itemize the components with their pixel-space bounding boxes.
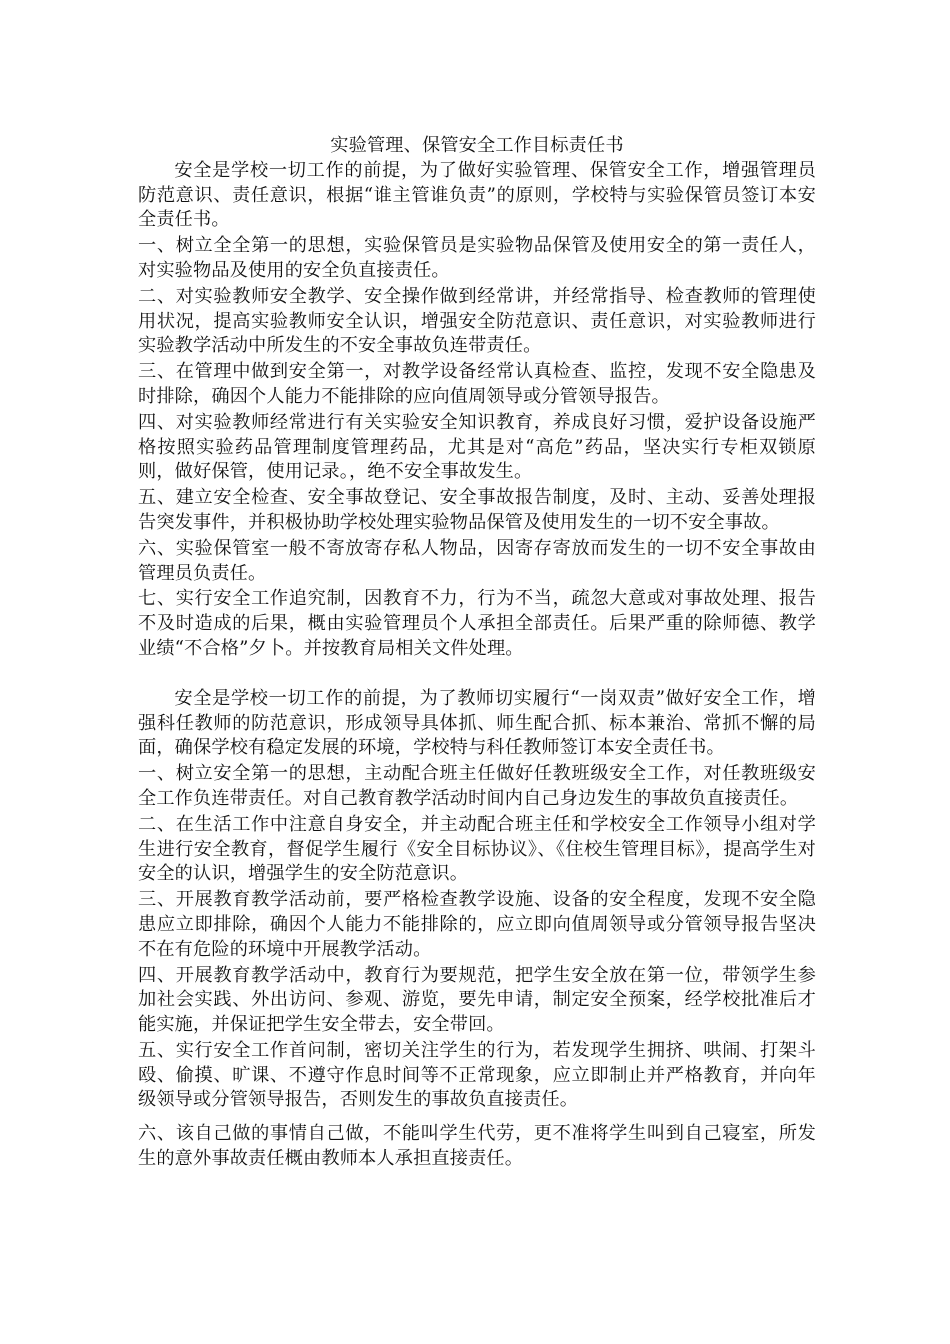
part1-item-7: 七、实行安全工作追究制，因教育不力，行为不当，疏忽大意或对事故处理、报告不及时造成的后果，概由实验管理员个人承担全部责任。后果严重的除师德、教学业绩“不合格”夕卜。并按教育局相关文件处理。 <box>138 588 816 659</box>
part2-item-3: 三、开展教育教学活动前，要严格检查教学设施、设备的安全程度，发现不安全隐患应立即排除，确因个人能力不能排除的，应立即向值周领导或分管领导报告坚决不在有危险的环境中开展教学活动。 <box>138 889 816 960</box>
part2-item-1: 一、树立安全第一的思想，主动配合班主任做好任教班级安全工作，对任教班级安全工作负连带责任。对自己教育教学活动时间内自己身边发生的事故负直接责任。 <box>138 763 816 809</box>
item-spacer <box>138 1114 816 1122</box>
part1-item-2: 二、对实验教师安全教学、安全操作做到经常讲，并经常指导、检查教师的管理使用状况，提高实验教师安全认识，增强安全防范意识、责任意识，对实验教师进行实验教学活动中所发生的不安全事故负连带责任。 <box>138 285 816 357</box>
part1-item-6: 六、实验保管室一般不寄放寄存私人物品，因寄存寄放而发生的一切不安全事故由管理员负责任。 <box>138 537 816 584</box>
part2-item-4: 四、开展教育教学活动中，教育行为要规范，把学生安全放在第一位，带领学生参加社会实践、外出访问、参观、游览，要先申请，制定安全预案，经学校批准后才能实施，并保证把学生安全带去，安全带回。 <box>138 964 816 1036</box>
document-page <box>138 134 816 1173</box>
part2-item-5: 五、实行安全工作首问制，密切关注学生的行为，若发现学生拥挤、哄闹、打架斗殴、偷摸、旷课、不遵守作息时间等不正常现象，应立即制止并严格教育，并向年级领导或分管领导报告，否则发生的事故负直接责任。 <box>138 1039 816 1111</box>
part2-item-6: 六、该自己做的事情自己做，不能叫学生代劳，更不准将学生叫到自己寝室，所发生的意外事故责任概由教师本人承担直接责任。 <box>138 1123 816 1170</box>
part1-item-1: 一、树立全全第一的思想，实验保管员是实验物品保管及使用安全的第一责任人，对实验物品及使用的安全负直接责任。 <box>138 235 816 281</box>
part1-intro: 安全是学校一切工作的前提，为了做好实验管理、保管安全工作，增强管理员防范意识、责任意识，根据“谁主管谁负责”的原则，学校特与实验保管员签订本安全责任书。 <box>138 159 816 231</box>
part1-item-5: 五、建立安全检查、安全事故登记、安全事故报告制度，及时、主动、妥善处理报告突发事件，并积极协助学校处理实验物品保管及使用发生的一切不安全事故。 <box>138 487 816 533</box>
document-title: 实验管理、保管安全工作目标责任书 <box>330 135 624 156</box>
section-spacer <box>138 663 816 687</box>
part1-item-4: 四、对实验教师经常进行有关实验安全知识教育，养成良好习惯，爱护设备设施严格按照实验药品管理制度管理药品，尤其是对“高危”药品，坚决实行专柜双锁原则，做好保管，使用记录。，绝不安全事故发生。 <box>138 411 816 483</box>
part2-item-2: 二、在生活工作中注意自身安全，并主动配合班主任和学校安全工作领导小组对学生进行安全教育，督促学生履行《安全目标协议》、《住校生管理目标》，提高学生对安全的认识，增强学生的安全防范意识。 <box>138 813 816 885</box>
part1-item-3: 三、在管理中做到安全第一，对教学设备经常认真检查、监控，发现不安全隐患及时排除，确因个人能力不能排除的应向值周领导或分管领导报告。 <box>138 361 816 407</box>
part2-intro: 安全是学校一切工作的前提，为了教师切实履行“一岗双责”做好安全工作，增强科任教师的防范意识，形成领导具体抓、师生配合抓、标本兼治、常抓不懈的局面，确保学校有稳定发展的环境，学校特与科任教师签订本安全责任书。 <box>138 687 816 759</box>
